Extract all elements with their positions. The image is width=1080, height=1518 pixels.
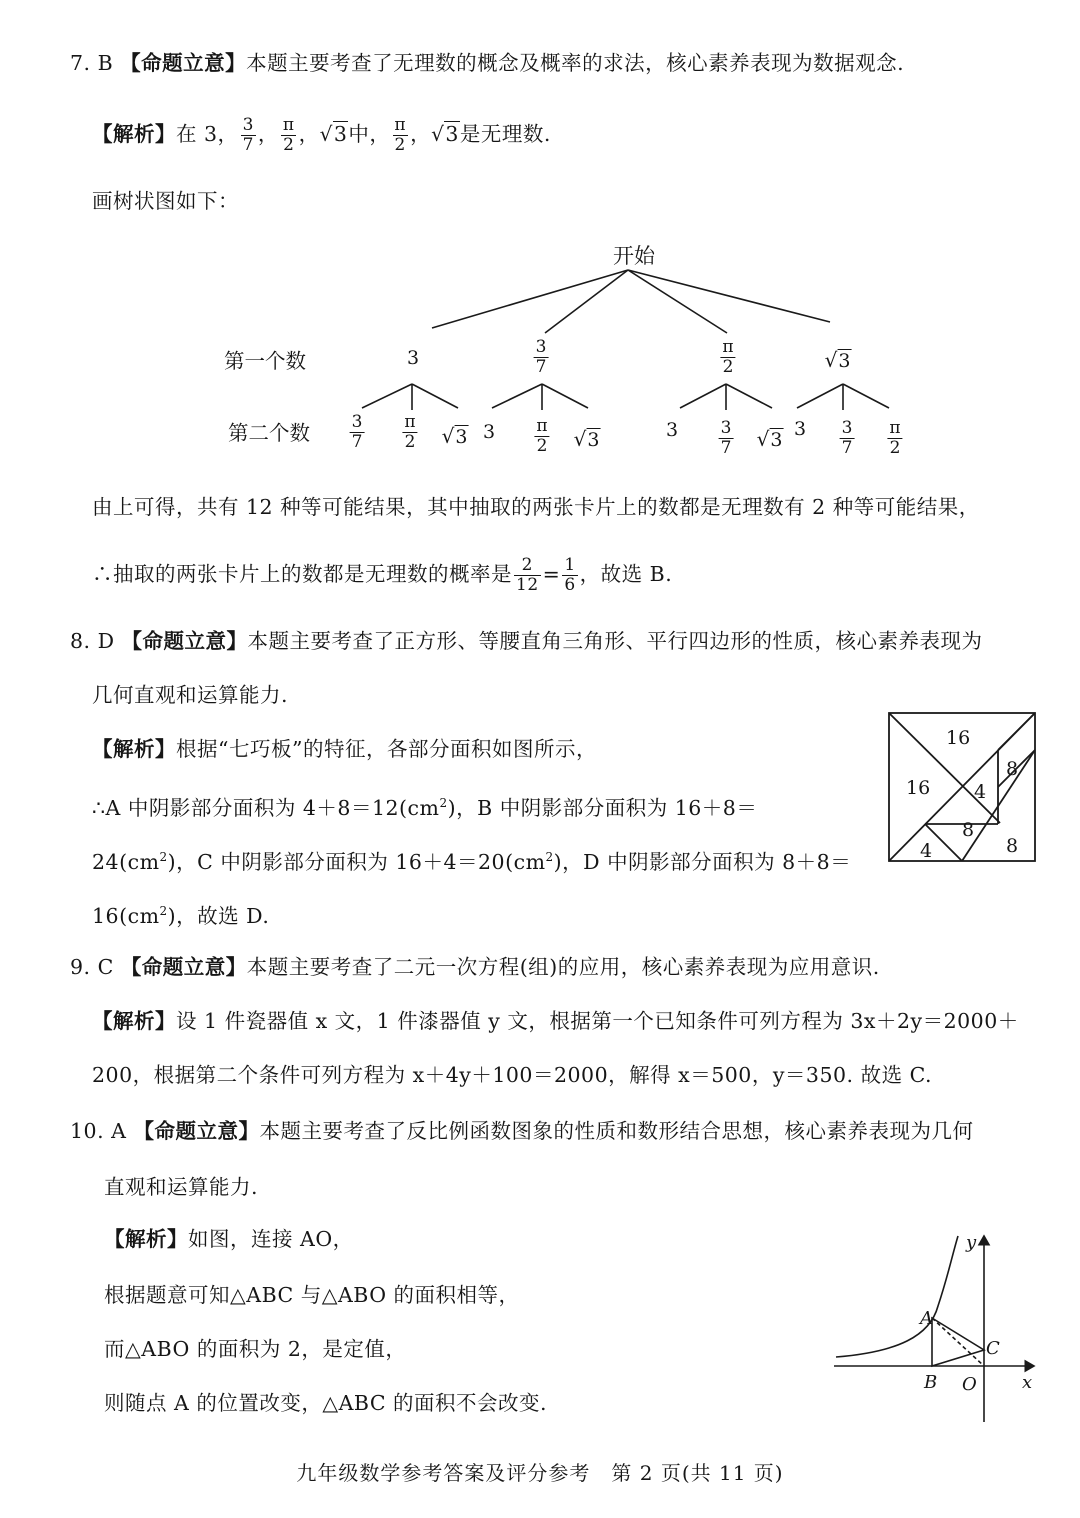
q9-analysis-1: 【解析】设 1 件瓷器值 x 文，1 件漆器值 y 文，根据第一个已知条件可列方程为 3x＋2y＝2000＋ bbox=[92, 1009, 1019, 1033]
tangram-label-5: 8 bbox=[962, 819, 975, 841]
tangram-label-3: 4 bbox=[974, 781, 987, 803]
q7-sqrt3-b: √3 bbox=[431, 122, 459, 146]
tangram-label-1: 16 bbox=[946, 727, 971, 749]
q10-analysis-2: 根据题意可知△ABC 与△ABO 的面积相等， bbox=[104, 1283, 520, 1307]
q8-heading-2: 几何直观和运算能力. bbox=[92, 683, 289, 707]
q9-heading: 9. C 【命题立意】本题主要考查了二元一次方程(组)的应用，核心素养表现为应用意识. bbox=[70, 955, 880, 979]
tree-l2-b1: 3 bbox=[482, 421, 496, 443]
graph-label-y: y bbox=[966, 1232, 977, 1253]
tangram-label-7: 8 bbox=[1006, 835, 1019, 857]
tree-l1-sqrt3: √3 bbox=[824, 348, 851, 372]
q10-heading: 10. A 【命题立意】本题主要考查了反比例函数图象的性质和数形结合思想，核心素养表现为几何 bbox=[70, 1119, 974, 1143]
q10-analysis-4: 则随点 A 的位置改变，△ABC 的面积不会改变. bbox=[104, 1391, 548, 1415]
q8-analysis-4: $16(cm^2)$，故选 D. bbox=[92, 903, 270, 928]
q7-prob-frac-2: $\frac{1}{6}$ bbox=[564, 555, 576, 595]
tree-l1-3-7: $\frac{3}{7}$ bbox=[535, 337, 547, 377]
tangram-label-4: 8 bbox=[1006, 758, 1019, 780]
graph-label-o: O bbox=[962, 1374, 977, 1395]
tree-l2-d1: 3 bbox=[793, 418, 807, 440]
q10-heading-2: 直观和运算能力. bbox=[104, 1175, 259, 1199]
tree-l2-b3: √3 bbox=[573, 427, 600, 451]
tree-l2-d3: $\frac{\pi}{2}$ bbox=[889, 418, 901, 458]
q7-intent-tag: 【命题立意】 bbox=[120, 51, 247, 75]
q7-sqrt3: √3 bbox=[319, 122, 348, 146]
tree-l2-c2: $\frac{3}{7}$ bbox=[720, 418, 732, 458]
q9-analysis-2: 200，根据第二个条件可列方程为 x＋4y＋100＝2000，解得 x＝500，y＝350. 故选 C. bbox=[92, 1063, 933, 1087]
q7-tree-intro: 画树状图如下： bbox=[92, 189, 239, 213]
graph-label-x: x bbox=[1022, 1372, 1033, 1393]
q10-analysis-3: 而△ABO 的面积为 2，是定值， bbox=[104, 1337, 407, 1361]
tree-l2-d2: $\frac{3}{7}$ bbox=[841, 418, 853, 458]
q7-analysis-line: 【解析】在 3， $\frac{3}{7}$ ， $\frac{\pi}{2}$ ，√3中， $\frac{\pi}{2}$ ，√3是无理数. bbox=[92, 115, 551, 155]
q7-prob-frac-1: $\frac{2}{12}$ bbox=[516, 555, 539, 595]
tangram-label-6: 4 bbox=[920, 840, 933, 862]
q7-analysis-pre: 在 3， bbox=[176, 122, 239, 146]
q8-analysis-1: 【解析】根据“七巧板”的特征，各部分面积如图所示， bbox=[92, 737, 597, 761]
q7-frac-pi-2-b: $\frac{\pi}{2}$ bbox=[394, 115, 407, 155]
q7-analysis-end: 是无理数. bbox=[459, 122, 551, 146]
tangram-label-2: 16 bbox=[906, 777, 931, 799]
q10-analysis-1: 【解析】如图，连接 AO， bbox=[104, 1227, 354, 1251]
q8-analysis-2: ∴A 中阴影部分面积为 $4+8=12(cm^2)$，B 中阴影部分面积为 16＋8＝ bbox=[92, 795, 758, 820]
q8-analysis-3: $24(cm^2)$，C 中阴影部分面积为 $16+4=20(cm^2)$，D 中阴影部分面积为 8＋8＝ bbox=[92, 849, 852, 874]
q7-answer: 7. B bbox=[70, 51, 114, 75]
q7-tree-diagram bbox=[0, 0, 1080, 470]
tree-l2-a3: √3 bbox=[441, 424, 468, 448]
q7-analysis-mid: 中， bbox=[348, 122, 391, 146]
q7-conclusion: ∴抽取的两张卡片上的数都是无理数的概率是 $\frac{2}{12}$ = $\frac{1}{6}$ ，故选 B. bbox=[92, 555, 673, 595]
tree-l2-a1: $\frac{3}{7}$ bbox=[351, 412, 363, 452]
tree-l2-c3: √3 bbox=[756, 427, 783, 451]
q7-analysis-tag: 【解析】 bbox=[92, 122, 176, 146]
tree-root: 开始 bbox=[613, 244, 655, 268]
q8-heading: 8. D 【命题立意】本题主要考查了正方形、等腰直角三角形、平行四边形的性质，核心素养表现为 bbox=[70, 629, 983, 653]
tree-l1-pi-2: $\frac{\pi}{2}$ bbox=[722, 337, 734, 377]
q7-frac-3-7: $\frac{3}{7}$ bbox=[242, 115, 254, 155]
graph-label-a: A bbox=[920, 1308, 933, 1329]
tree-l2-c1: 3 bbox=[665, 419, 679, 441]
tree-level1-label: 第一个数 bbox=[224, 349, 306, 373]
tree-l1-3: 3 bbox=[406, 347, 420, 369]
tree-level2-label: 第二个数 bbox=[228, 421, 310, 445]
tree-l2-b2: $\frac{\pi}{2}$ bbox=[536, 416, 548, 456]
q7-result-line: 由上可得，共有 12 种等可能结果，其中抽取的两张卡片上的数都是无理数有 2 种等可能结果， bbox=[92, 495, 980, 519]
graph-label-c: C bbox=[986, 1338, 1000, 1359]
tangram-figure bbox=[888, 712, 1038, 864]
q7-frac-pi-2: $\frac{\pi}{2}$ bbox=[282, 115, 295, 155]
q7-intent-text: 本题主要考查了无理数的概念及概率的求法，核心素养表现为数据观念. bbox=[246, 51, 905, 75]
tree-l2-a2: $\frac{\pi}{2}$ bbox=[404, 412, 416, 452]
graph-label-b: B bbox=[924, 1372, 938, 1393]
page-footer: 九年级数学参考答案及评分参考 第 2 页(共 11 页) bbox=[296, 1461, 784, 1485]
q10-function-graph bbox=[828, 1226, 1040, 1424]
